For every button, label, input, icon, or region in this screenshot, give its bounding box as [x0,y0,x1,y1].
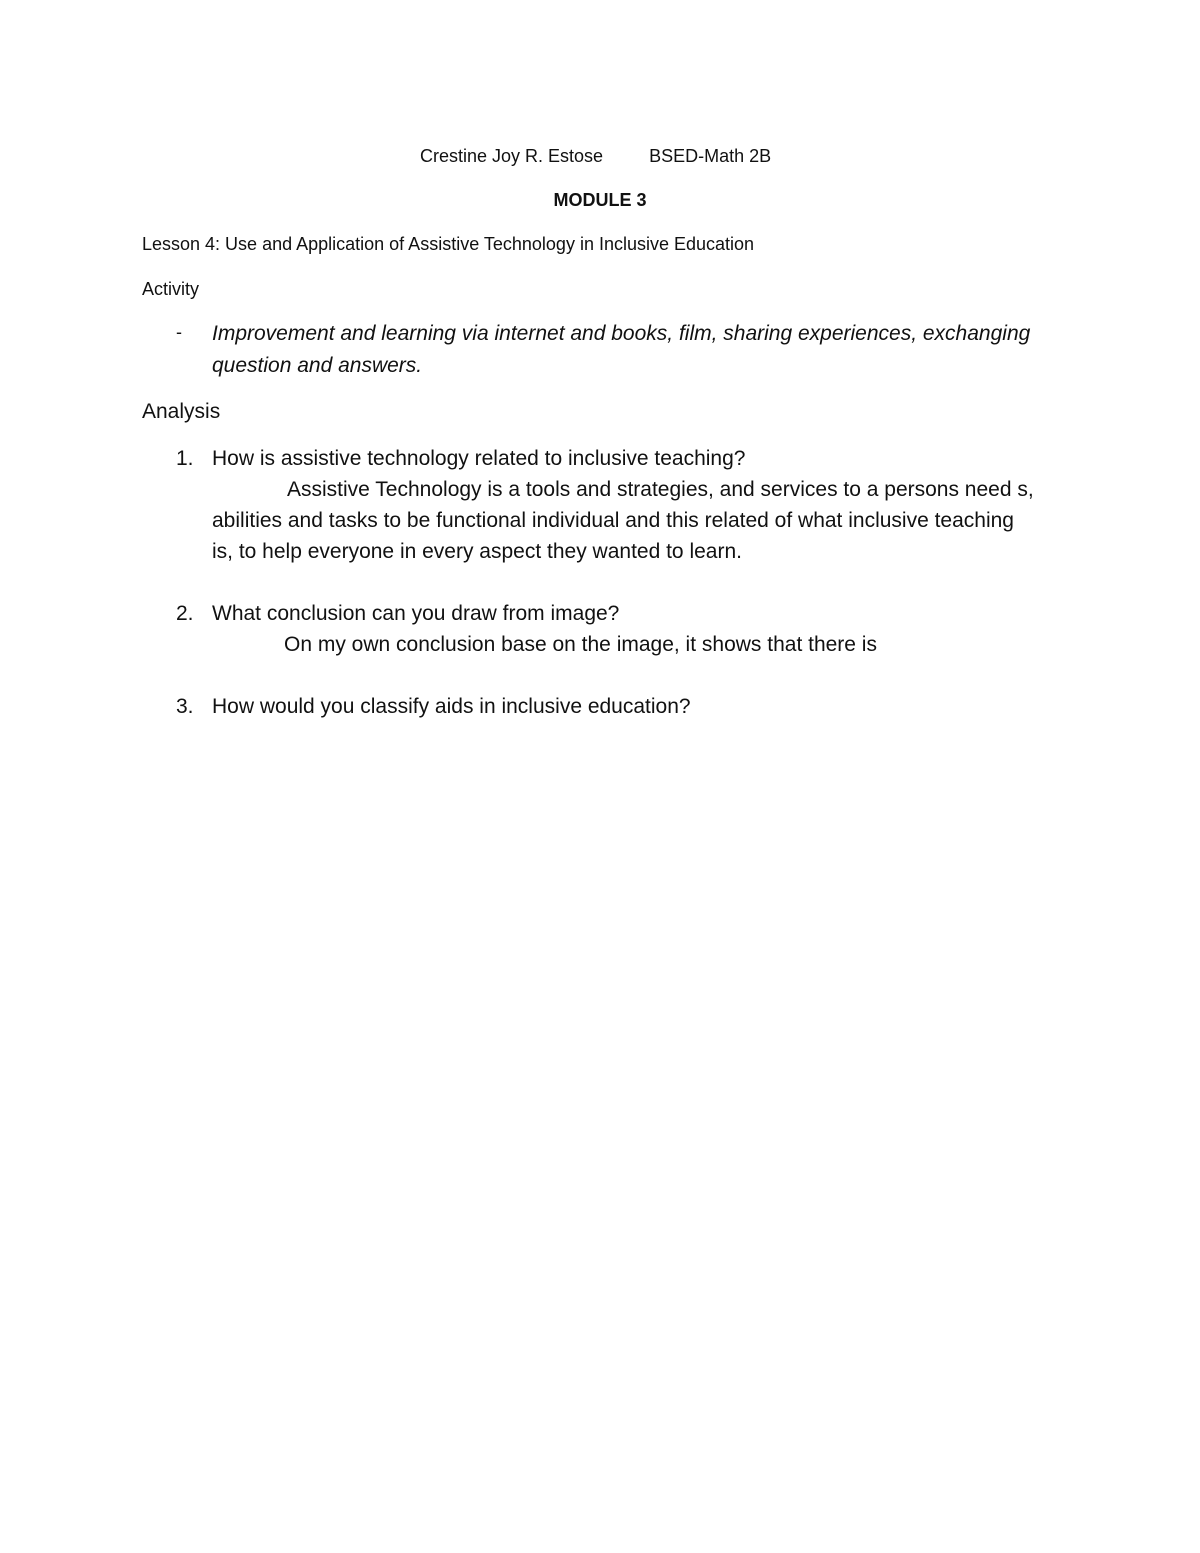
activity-bullet: - [176,322,182,342]
answer-1-line-3: is, to help everyone in every aspect they wanted to learn. [212,540,742,563]
question-3: How would you classify aids in inclusive education? [212,695,691,718]
question-number-1: 1. [176,447,194,470]
lesson-title: Lesson 4: Use and Application of Assistive Technology in Inclusive Education [142,234,755,254]
answer-2-line-1: On my own conclusion base on the image, it shows that there is [284,633,877,656]
activity-heading: Activity [142,279,200,299]
module-title: MODULE 3 [553,190,647,210]
analysis-heading: Analysis [142,400,221,423]
question-number-3: 3. [176,695,194,718]
course-section: BSED-Math 2B [649,146,772,166]
answer-1-line-2: abilities and tasks to be functional individual and this related of what inclusive teaching [212,509,1014,532]
activity-line-2: question and answers. [212,354,423,377]
question-1: How is assistive technology related to inclusive teaching? [212,447,746,470]
question-2: What conclusion can you draw from image? [212,602,620,625]
question-number-2: 2. [176,602,194,625]
student-name: Crestine Joy R. Estose [420,146,604,166]
answer-1-line-1: Assistive Technology is a tools and strategies, and services to a persons need s, [287,478,1034,501]
activity-line-1: Improvement and learning via internet and books, film, sharing experiences, exchanging [212,322,1031,345]
student-header [420,146,771,167]
